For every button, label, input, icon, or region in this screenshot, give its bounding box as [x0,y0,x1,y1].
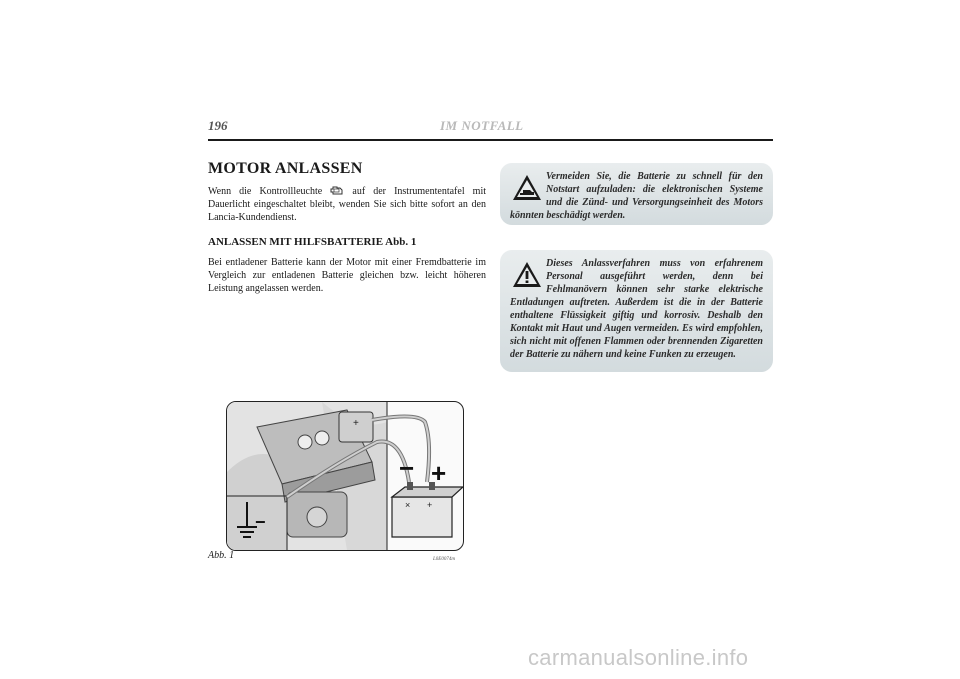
jumpstart-figure [226,401,464,551]
engine-warning-icon [510,170,544,204]
page-heading: MOTOR ANLASSEN [208,160,363,177]
warning-text-safety: Dieses Anlassverfahren muss von erfahrenem Personal ausgeführt werden, denn bei Fehlmanövern können sehr starke elektrische Entladungen auftreten. Außerdem ist die in der Batterie enthaltene Flüssigkeit giftig und korrosiv. Deshalb den Kontakt mit Haut und Augen vermeiden. Es wird empfohlen, sich nicht mit offenen Flammen oder brennenden Zigaretten der Batterie zu nähern und keine Funken zu erzeugen. [510,258,763,360]
page-number: 196 [208,118,228,133]
section-title: IM NOTFALL [440,118,524,133]
warning-text-charging: Vermeiden Sie, die Batterie zu schnell für den Notstart aufzuladen: die elektronischen Systeme und die Zünd- und Versorgungseinheit des Motors könnten beschädigt werden. [510,171,763,221]
booster-battery [392,482,463,537]
watermark: carmanualsonline.info [528,645,749,670]
jumpstart-paragraph: Bei entladener Batterie kann der Motor mit einer Fremdbatterie im Vergleich zur entladenen Batterie gleichen bzw. leicht höheren Leistung angelassen werden. [208,257,486,294]
intro-paragraph [208,185,486,224]
booster-plus-symbol: + [431,458,447,488]
warning-box-charging [500,163,773,225]
warning-box-safety [500,250,773,372]
figure-code: L0E0074m [433,557,455,562]
booster-plus-label: + [427,500,433,510]
hazard-triangle-icon [510,257,544,291]
intro-text-start: Wenn die Kontrollleuchte [208,186,323,197]
car-battery-plus-label: + [353,418,359,429]
figure-caption: Abb. 1 [208,550,235,561]
intro-text-end: auf der Instrumententafel mit Dauerlicht eingeschaltet bleibt, wenden Sie sich bitte sofort an den Lancia-Kundendienst. [208,186,487,223]
engine-block [287,492,347,537]
booster-minus-symbol: − [399,453,415,483]
engine-warning-icon [330,185,344,196]
booster-minus-label: × [405,500,411,510]
ground-minus-label: − [255,512,266,532]
subheading: ANLASSEN MIT HILFSBATTERIE Abb. 1 [208,236,417,248]
jumpstart-illustration [227,402,463,550]
header-rule [208,139,773,141]
